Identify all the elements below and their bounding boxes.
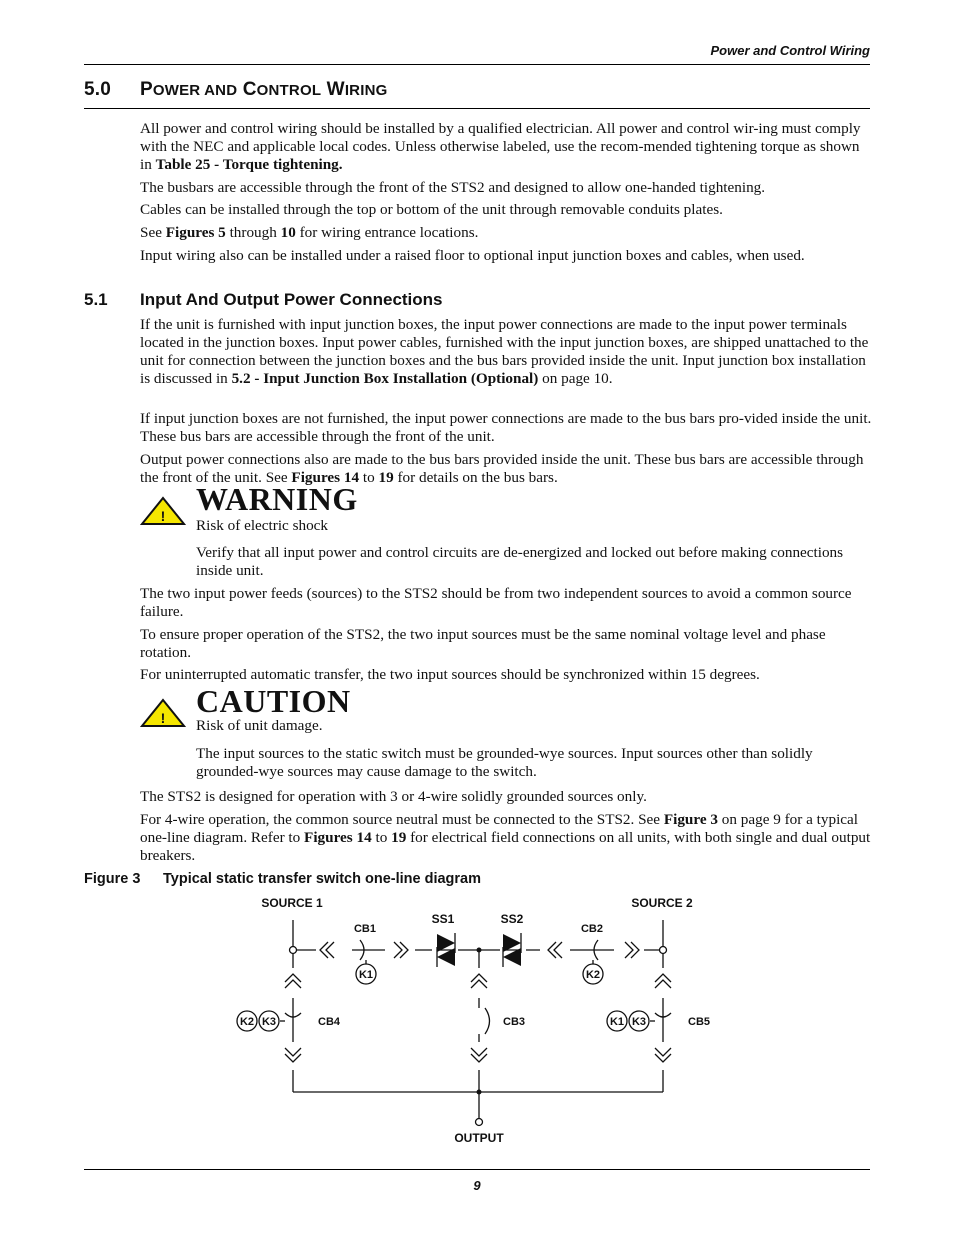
warning-text: Verify that all input power and control circuits are de-energized and locked out before making connections inside unit. — [196, 544, 844, 579]
figure-caption-text: Typical static transfer switch one-line diagram — [163, 871, 482, 887]
ss1-static-switch — [432, 932, 458, 970]
k1-label: K1 — [358, 969, 374, 981]
cb5-label: CB5 — [688, 1016, 711, 1028]
section-heading: 5.0 POWER AND CONTROL WIRING — [84, 79, 388, 100]
caution-text: The input sources to the static switch must be grounded-wye sources. Input sources other than solidly grounded-wye sources may cause damage to the switch. — [196, 745, 813, 780]
subsection-paragraph-1: If the unit is furnished with input junction boxes, the input power connections are made to the input power terminals located in the junction boxes. Input power cables, furnished with the input junction boxes, are shipped unattached to the unit for connection between the junction boxes and the bus bars provided inside the unit. Input junction box installation is discussed in 5.2 - Input Junction Box Installation (Optional) on page 10. — [140, 316, 869, 387]
k1-label: K1 — [609, 1016, 625, 1028]
caution-subtitle: Risk of unit damage. — [196, 717, 323, 734]
ss1-label: SS1 — [431, 912, 455, 926]
cb2-breaker — [540, 940, 644, 966]
cb4-label: CB4 — [318, 1016, 341, 1028]
k2-label: K2 — [585, 969, 601, 981]
warning-subtitle: Risk of electric shock — [196, 517, 329, 534]
subsection-paragraph-3: Output power connections also are made to the bus bars provided inside the unit. These bus bars are accessible through the front of the unit. See Figures 14 to 19 for details on the bus bars. — [140, 451, 864, 486]
figure-reference[interactable]: 10 — [280, 224, 296, 241]
page-number: 9 — [473, 1178, 481, 1193]
section-number: 5.0 — [84, 79, 112, 100]
output-node — [476, 1119, 483, 1126]
figure-reference[interactable]: 19 — [378, 469, 394, 486]
intro-paragraph-2: The busbars are accessible through the front of the STS2 and designed to allow one-handed tightening. — [140, 179, 766, 196]
source1-label: SOURCE 1 — [261, 896, 323, 910]
junction-node — [477, 1090, 482, 1095]
k2-label: K2 — [239, 1016, 255, 1028]
subsection-paragraph-2: If input junction boxes are not furnished, the input power connections are made to the bus bars pro-vided inside the unit. These bus bars are accessible through the front of the unit. — [140, 410, 872, 445]
intro-paragraph-5: Input wiring also can be installed under a raised floor to optional input junction boxes and cables, when used. — [140, 247, 805, 264]
body-paragraph-sync: For uninterrupted automatic transfer, the two input sources should be synchronized within 15 degrees. — [140, 666, 760, 683]
running-header: Power and Control Wiring — [710, 43, 870, 58]
body-paragraph-neutral: For 4-wire operation, the common source neutral must be connected to the STS2. See Figure 3 on page 9 for a typical one-line diagram. Refer to Figures 14 to 19 for electrical field connections on all units, with both single and dual output breakers. — [140, 811, 871, 864]
section-reference[interactable]: 5.2 - Input Junction Box Installation (Optional) — [231, 370, 539, 387]
footer-rule — [84, 1169, 870, 1170]
source2-label: SOURCE 2 — [631, 896, 693, 910]
caution-title: CAUTION — [196, 683, 351, 719]
source2-node — [660, 947, 667, 954]
svg-text:!: ! — [160, 508, 166, 524]
figure-reference[interactable]: Figures 14 — [304, 829, 372, 846]
figure-reference[interactable]: Figures 5 — [165, 224, 226, 241]
figure-reference[interactable]: 19 — [391, 829, 407, 846]
ss2-label: SS2 — [500, 912, 524, 926]
body-paragraph-wiring: The STS2 is designed for operation with 3 or 4-wire solidly grounded sources only. — [140, 788, 647, 805]
intro-paragraph-4: See Figures 5 through 10 for wiring entrance locations. — [140, 224, 479, 241]
warning-title: WARNING — [196, 481, 358, 517]
table-reference[interactable]: Table 25 - Torque tightening. — [155, 156, 343, 173]
junction-node — [477, 948, 482, 953]
cb2-label: CB2 — [580, 923, 604, 935]
figure-reference[interactable]: Figure 3 — [663, 811, 718, 828]
ss2-static-switch — [500, 932, 526, 970]
figure-number: Figure 3 — [84, 871, 141, 887]
body-paragraph-voltage: To ensure proper operation of the STS2, the two input sources must be the same nominal voltage level and phase rotation. — [140, 626, 826, 661]
body-paragraph-sources: The two input power feeds (sources) to the STS2 should be from two independent sources to avoid a common source failure. — [140, 585, 852, 620]
intro-paragraph-3: Cables can be installed through the top or bottom of the unit through removable conduits plates. — [140, 201, 723, 218]
subsection-number: 5.1 — [84, 290, 108, 309]
intro-paragraph-1: All power and control wiring should be installed by a qualified electrician. All power and control wir-ing must comply with the NEC and applicable local codes. Unless otherwise labeled, use the recom-mended tightening torque as shown in Table 25 - Torque tightening. — [140, 120, 861, 173]
svg-text:!: ! — [160, 710, 166, 726]
k3-label: K3 — [261, 1016, 277, 1028]
cb3-breaker — [469, 968, 490, 1070]
subsection-title: Input And Output Power Connections — [140, 290, 443, 309]
cb1-breaker — [316, 940, 415, 966]
source1-node — [290, 947, 297, 954]
figure-reference[interactable]: Figures 14 — [291, 469, 360, 486]
cb3-label: CB3 — [503, 1016, 526, 1028]
output-label: OUTPUT — [454, 1131, 504, 1145]
k3-label: K3 — [631, 1016, 647, 1028]
cb1-label: CB1 — [353, 923, 377, 935]
